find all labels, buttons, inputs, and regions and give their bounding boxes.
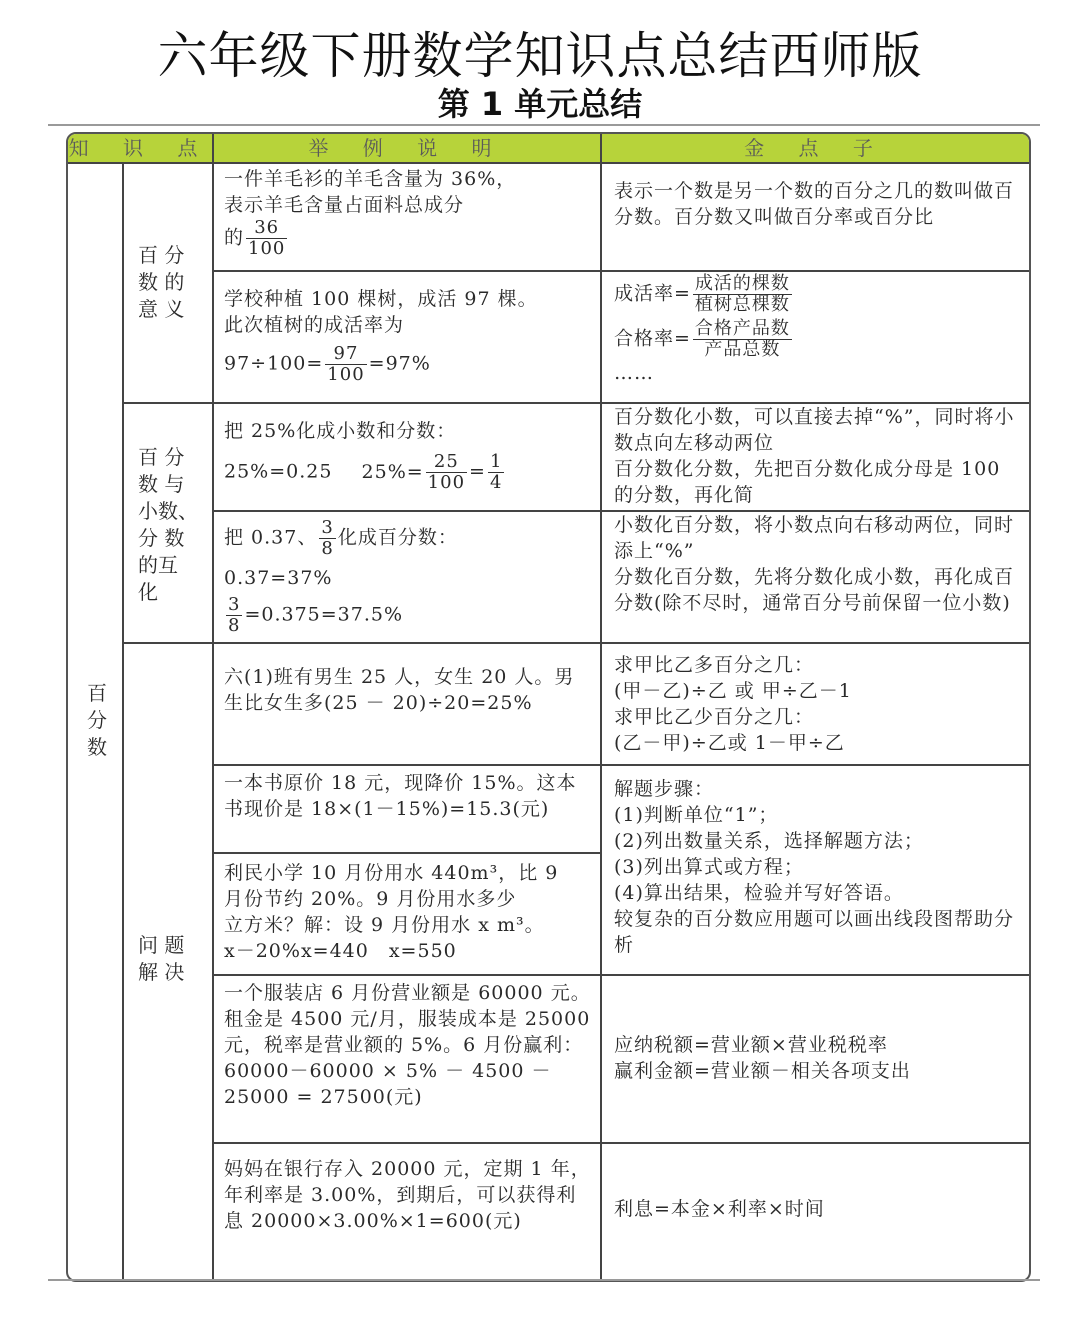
r1-example-prefix: 的 bbox=[224, 226, 245, 249]
r2-tip-line2 bbox=[614, 319, 1020, 360]
r7-example bbox=[224, 860, 592, 964]
r2-tip-label1: 成活率= bbox=[614, 282, 691, 305]
r1-example-line3 bbox=[224, 218, 592, 259]
r7-example-line3: 立方米？解：设 9 月份用水 x m³。 bbox=[224, 914, 545, 936]
r2-tip-frac1-num: 成活的棵数 bbox=[694, 273, 790, 294]
header-tip: 金 点 子 bbox=[602, 134, 1029, 162]
r1-frac-den: 100 bbox=[248, 238, 286, 259]
section-divider-2 bbox=[122, 642, 1029, 644]
r2-tip-frac1 bbox=[693, 274, 792, 315]
r2-tip-label2: 合格率= bbox=[614, 327, 691, 350]
r1-example-line1: 一件羊毛衫的羊毛含量为 36%， bbox=[224, 168, 517, 190]
r2-tip-frac2-den: 产品总数 bbox=[704, 339, 781, 360]
r4-eq1: 0.37=37% bbox=[224, 567, 333, 589]
r2-example-line2: 此次植树的成活率为 bbox=[224, 314, 405, 336]
r2-tip bbox=[614, 274, 1020, 386]
r3-frac-b-num: 1 bbox=[489, 451, 503, 472]
subtopic-solving: 问 题 解 决 bbox=[138, 933, 185, 984]
r7-example-line2: 月份节约 20%。9 月份用水多少 bbox=[224, 888, 517, 910]
r3-frac-b bbox=[488, 452, 504, 493]
row-divider-5 bbox=[212, 764, 1029, 766]
r1-example bbox=[224, 166, 592, 259]
r3-example bbox=[224, 418, 592, 493]
page-title: 六年级下册数学知识点总结西师版 bbox=[157, 27, 923, 85]
r8-tip bbox=[614, 1032, 1020, 1084]
r4-fraction bbox=[319, 518, 335, 559]
r5-tip-line4: (乙－甲)÷乙或 1－甲÷乙 bbox=[614, 732, 845, 754]
r9-tip: 利息=本金×利率×时间 bbox=[614, 1198, 825, 1220]
col-line-3 bbox=[600, 134, 602, 1280]
col-line-2 bbox=[212, 134, 214, 1280]
header-topic: 知 识 点 bbox=[68, 136, 212, 160]
r1-tip: 表示一个数是另一个数的百分之几的数叫做百分数。百分数又叫做百分率或百分比 bbox=[614, 180, 1015, 228]
r5-tip-line1: 求甲比乙多百分之几： bbox=[614, 654, 815, 676]
r2-fraction bbox=[325, 344, 366, 385]
bottom-rule bbox=[48, 1279, 1040, 1281]
r2-tip-frac1-den: 植树总棵数 bbox=[694, 294, 790, 315]
r3-example-line1: 把 25%化成小数和分数： bbox=[224, 420, 457, 442]
r4-eq2-fraction bbox=[226, 595, 242, 636]
r2-frac-num: 97 bbox=[325, 344, 366, 365]
row-divider-8 bbox=[212, 1142, 1029, 1144]
col-line-1 bbox=[122, 162, 124, 1280]
r7-example-line4: x－20%x=440 x=550 bbox=[224, 940, 457, 962]
header-example: 举 例 说 明 bbox=[214, 134, 600, 162]
r4-line1-b: 化成百分数： bbox=[337, 526, 458, 549]
r2-eq-left: 97÷100= bbox=[224, 352, 324, 375]
r7-example-line1: 利民小学 10 月份用水 440m³，比 9 bbox=[224, 862, 559, 884]
r4-eq2 bbox=[224, 595, 592, 636]
r4-line1-a: 把 0.37、 bbox=[224, 526, 318, 549]
r2-eq-right: =97% bbox=[368, 352, 431, 375]
r5-tip-line3: 求甲比乙少百分之几： bbox=[614, 706, 815, 728]
r3-eq1: 25%=0.25 bbox=[224, 460, 333, 483]
r4-example-line1 bbox=[224, 518, 592, 559]
row-divider-1 bbox=[212, 270, 1029, 272]
r6-example: 一本书原价 18 元，现降价 15%。这本书现价是 18×(1－15%)=15.3(元) bbox=[224, 772, 577, 820]
r2-frac-den: 100 bbox=[327, 364, 365, 385]
r6-tip: 解题步骤： (1)判断单位“1”； (2)列出数量关系，选择解题方法； (3)列出算式或方程； (4)算出结果，检验并写好答语。 较复杂的百分数应用题可以画出线段图帮助分析 bbox=[614, 778, 1015, 956]
r2-example-equation bbox=[224, 344, 592, 385]
summary-table bbox=[66, 132, 1031, 1282]
r9-example: 妈妈在银行存入 20000 元，定期 1 年，年利率是 3.00%，到期后，可以获得利息 20000×3.00%×1=600(元) bbox=[224, 1158, 591, 1232]
page-subtitle: 第 1 单元总结 bbox=[437, 85, 643, 123]
r2-tip-frac2 bbox=[693, 319, 792, 360]
r4-tip: 小数化百分数，将小数点向右移动两位，同时添上“%” 分数化百分数，先将分数化成小数，再化成百分数(除不尽时，通常百分号前保留一位小数) bbox=[614, 514, 1015, 614]
r8-tip-line1: 应纳税额=营业额×营业税税率 bbox=[614, 1034, 888, 1056]
r1-example-line2: 表示羊毛含量占面料总成分 bbox=[224, 194, 465, 216]
r3-frac-a bbox=[426, 452, 467, 493]
r4-eq2-frac-den: 8 bbox=[228, 615, 241, 636]
r4-eq2-frac-num: 3 bbox=[228, 594, 241, 615]
r2-tip-frac2-num: 合格产品数 bbox=[694, 318, 790, 339]
r4-frac-den: 8 bbox=[321, 538, 334, 559]
r4-frac-num: 3 bbox=[321, 517, 334, 538]
r1-fraction bbox=[246, 218, 287, 259]
r3-frac-a-den: 100 bbox=[427, 472, 466, 493]
r3-eq2-left: 25%= bbox=[361, 460, 424, 483]
subtopic-conversion: 百 分 数 与 小数、 分 数 的互 化 bbox=[138, 445, 198, 604]
r5-tip bbox=[614, 652, 1020, 756]
r5-example: 六(1)班有男生 25 人，女生 20 人。男生比女生多(25 － 20)÷20=25% bbox=[224, 666, 575, 714]
r2-example-line1: 学校种植 100 棵树，成活 97 棵。 bbox=[224, 288, 538, 310]
r5-tip-line2: (甲－乙)÷乙 或 甲÷乙－1 bbox=[614, 680, 852, 702]
top-rule bbox=[48, 124, 1040, 126]
r2-example bbox=[224, 286, 592, 385]
r3-example-equations bbox=[224, 452, 592, 493]
r3-eq-mid: = bbox=[469, 460, 486, 483]
r3-frac-b-den: 4 bbox=[489, 472, 503, 493]
r1-frac-num: 36 bbox=[246, 218, 287, 239]
r4-example bbox=[224, 518, 592, 636]
row-divider-7 bbox=[212, 974, 1029, 976]
r8-tip-line2: 赢利金额=营业额－相关各项支出 bbox=[614, 1060, 911, 1082]
row-divider-6 bbox=[212, 852, 600, 854]
r3-frac-a-num: 25 bbox=[426, 452, 467, 473]
main-topic-label: 百 分 数 bbox=[87, 681, 107, 759]
r8-example: 一个服装店 6 月份营业额是 60000 元。租金是 4500 元/月，服装成本是 25000 元，税率是营业额的 5%。6 月份赢利：60000－60000 × 5% － 4500 － 25000 = 27500(元) bbox=[224, 982, 591, 1108]
r2-tip-ellipsis: …… bbox=[614, 362, 654, 384]
r2-tip-line1 bbox=[614, 274, 1020, 315]
subtopic-meaning: 百 分 数 的 意 义 bbox=[138, 243, 185, 321]
r3-tip: 百分数化小数，可以直接去掉“%”，同时将小数点向左移动两位 百分数化分数，先把百分数化成分母是 100 的分数，再化简 bbox=[614, 406, 1015, 506]
r4-eq2-right: =0.375=37.5% bbox=[244, 603, 404, 626]
